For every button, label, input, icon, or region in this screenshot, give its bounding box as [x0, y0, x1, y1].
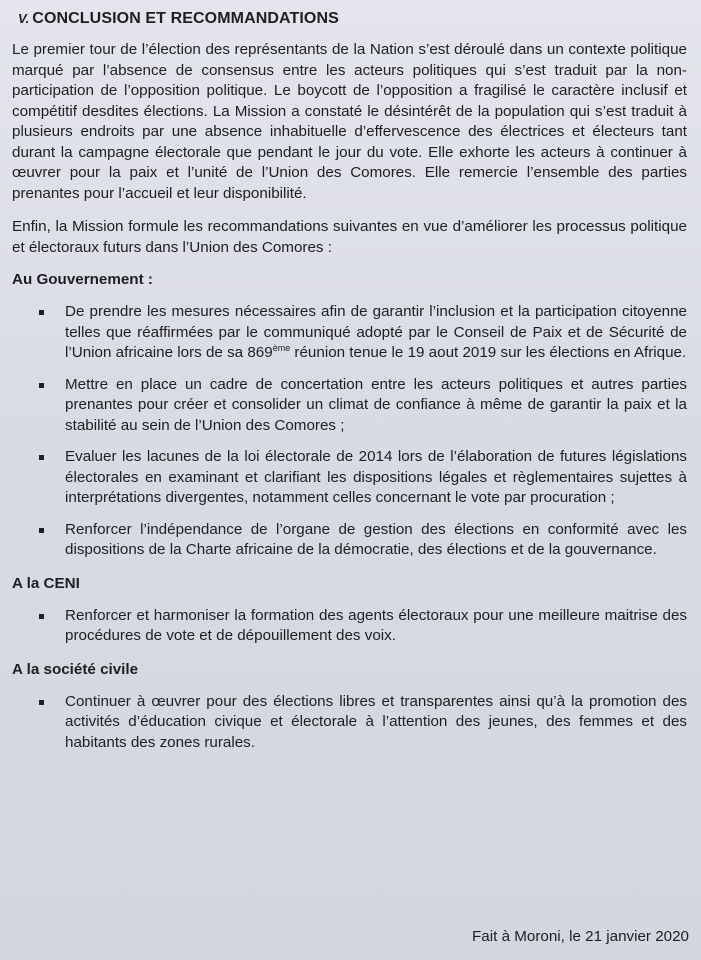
bullet-icon	[39, 383, 44, 388]
list-item	[12, 302, 687, 364]
section-heading	[18, 10, 687, 28]
bullet-icon	[39, 455, 44, 460]
section-title-ceni: A la CENI	[12, 574, 80, 592]
section-title: CONCLUSION ET RECOMMANDATIONS	[32, 10, 339, 27]
item-text: Renforcer l’indépendance de l’organe de gestion des élections en conformité avec les dispositions de la Charte africaine de la démocratie, des élections et de la gouvernance.	[65, 520, 687, 558]
intro-recommendations-paragraph: Enfin, la Mission formule les recommandations suivantes en vue d’améliorer les processus politique et électoraux futurs dans l’Union des Comores :	[12, 218, 687, 256]
government-recommendations	[12, 302, 687, 561]
signature-date-line: Fait à Moroni, le 21 janvier 2020	[472, 928, 689, 945]
list-item	[12, 375, 687, 437]
item-text: De prendre les mesures nécessaires afin de garantir l’inclusion et la participation citoyenne telles que réaffirmées par le communiqué adopté par le Conseil de Paix et de Sécurité de l’Union africaine lors de sa 869	[65, 303, 687, 361]
item-text: Renforcer et harmoniser la formation des agents électoraux pour une meilleure maitrise des procédures de vote et de dépouillement des voix.	[65, 606, 687, 644]
bullet-icon	[39, 614, 44, 619]
section-title-civil-society: A la société civile	[12, 660, 139, 678]
list-item	[12, 692, 687, 754]
section-title-government: Au Gouvernement :	[12, 271, 153, 288]
list-item	[12, 520, 687, 561]
superscript: ème	[272, 342, 291, 353]
civil-society-recommendations	[12, 692, 687, 754]
conclusion-paragraph: Le premier tour de l’élection des représentants de la Nation s’est déroulé dans un contexte politique marqué par l’absence de consensus entre les acteurs politiques qui s’est traduit par la non-participation de l’opposition politique. Le boycott de l’opposition a fragilisé le caractère inclusif et compétitif desdites élections. La Mission a constaté le désintérêt de la population qui s’est traduit à plusieurs endroits par une absence inhabituelle d’effervescence des électrices et électeurs tant durant la campagne électorale que pendant le jour du vote. Elle exhorte les acteurs à continuer à œuvrer pour la paix et l’unité de l’Union des Comores. Elle remercie l’ensemble des parties prenantes pour l’accueil et leur disponibilité.	[12, 41, 687, 202]
item-text: Continuer à œuvrer pour des élections libres et transparentes ainsi qu’à la promotion des activités d’éducation civique et électorale à l’attention des jeunes, des femmes et des habitants des zones rurales.	[65, 692, 687, 751]
bullet-icon	[39, 310, 44, 315]
bullet-icon	[39, 528, 44, 533]
section-number: V.	[18, 11, 30, 26]
item-text: Mettre en place un cadre de concertation entre les acteurs politiques et autres parties prenantes pour créer et consolider un climat de confiance à même de garantir la paix et la stabilité au sein de l’Union des Comores ;	[65, 375, 687, 434]
list-item	[12, 447, 687, 509]
ceni-recommendations	[12, 606, 687, 647]
item-text-continued: réunion tenue le 19 aout 2019 sur les élections en Afrique.	[290, 344, 687, 361]
item-text: Evaluer les lacunes de la loi électorale de 2014 lors de l’élaboration de futures législations électorales en examinant et clarifiant les dispositions légales et règlementaires sujettes à interprétations divergentes, notamment celles concernant le vote par procuration ;	[65, 448, 687, 506]
list-item	[12, 606, 687, 647]
bullet-icon	[39, 700, 44, 705]
